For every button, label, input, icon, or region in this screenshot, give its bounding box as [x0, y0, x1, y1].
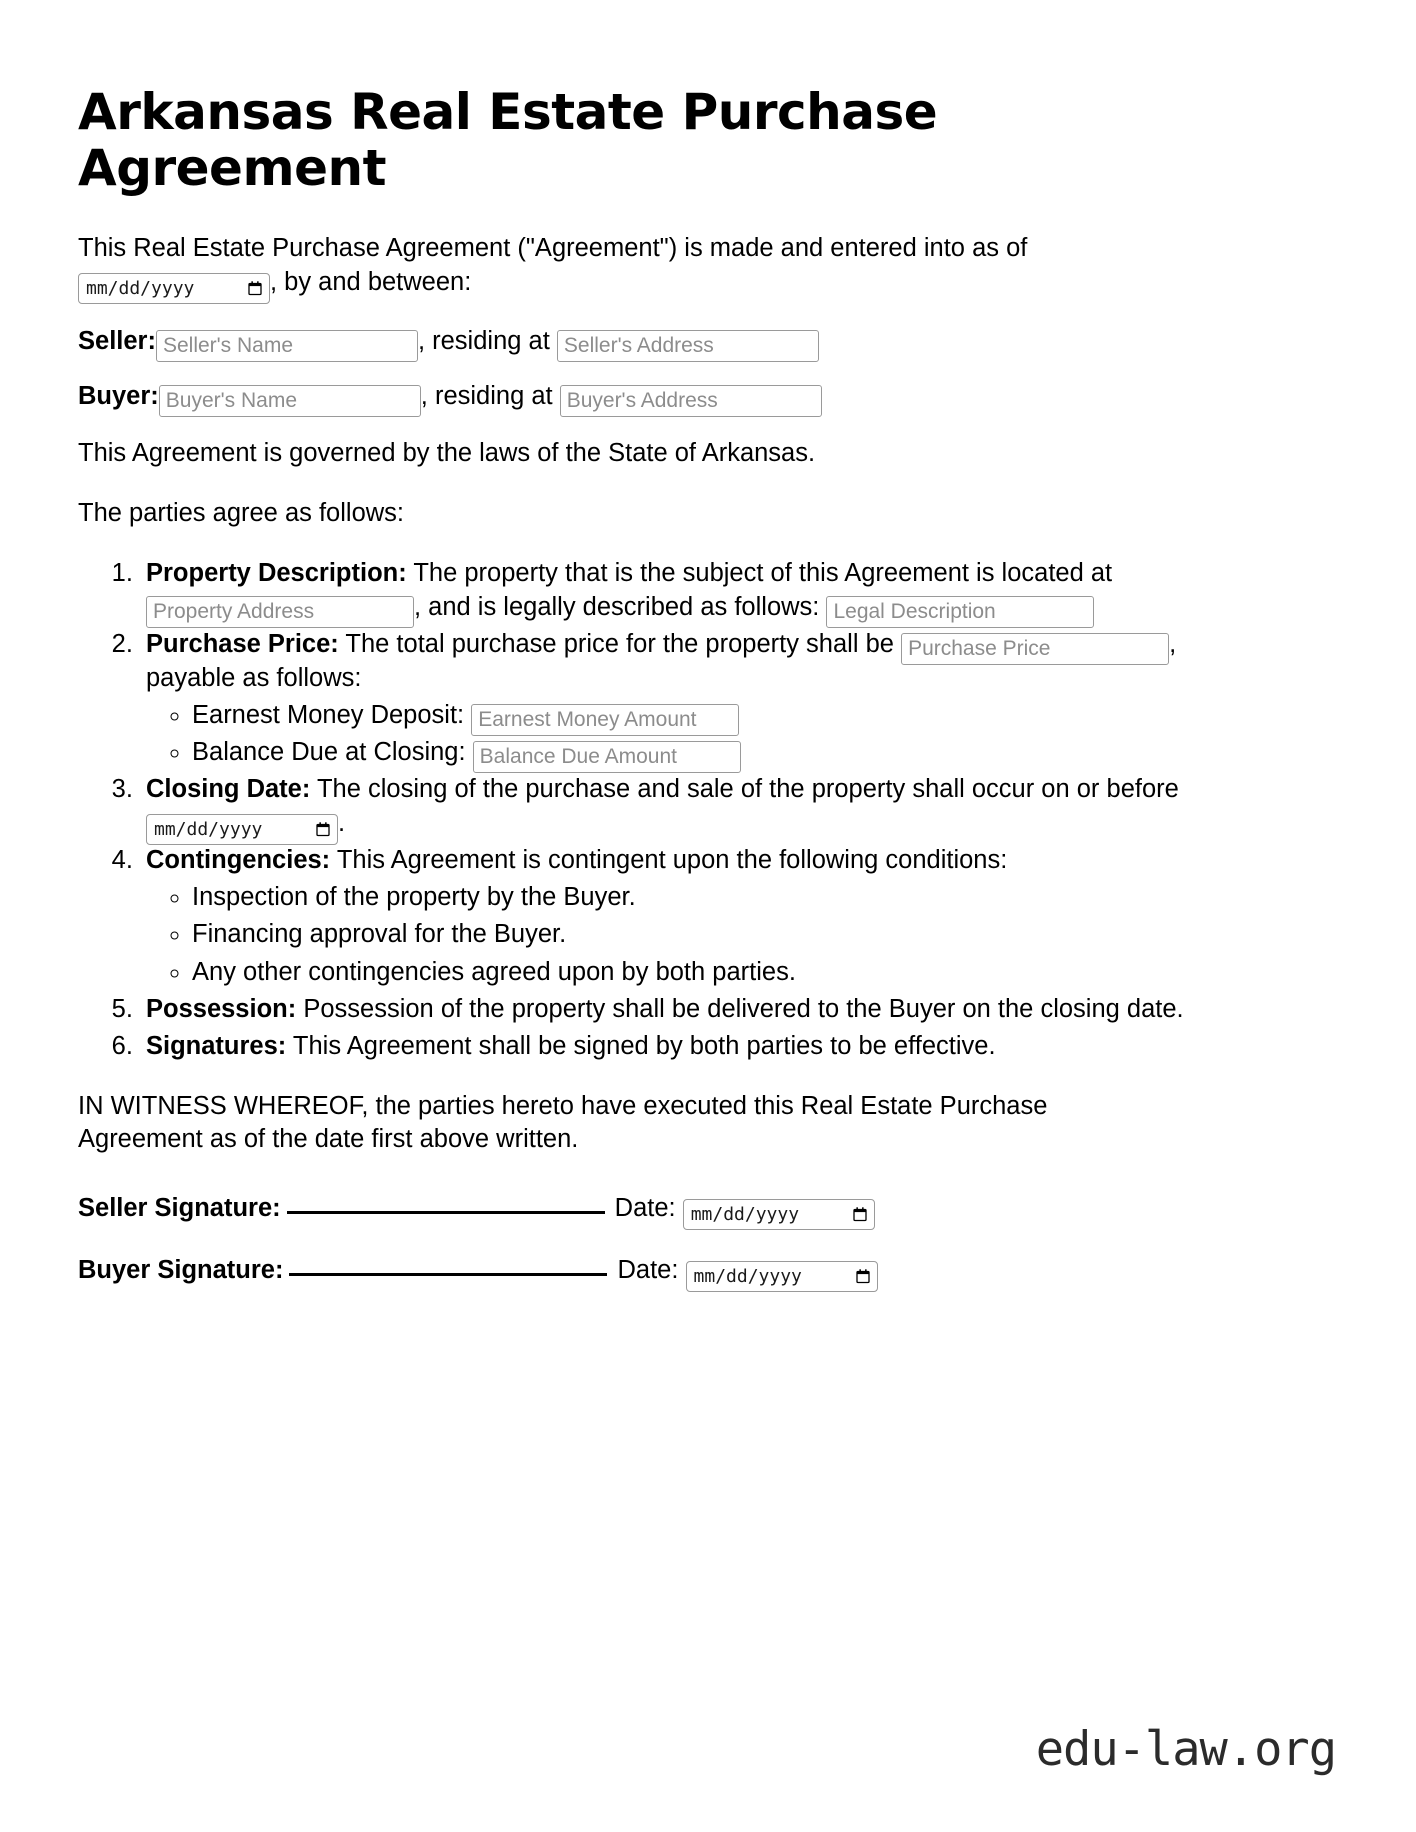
clause-text-purchase-price-1: The total purchase price for the property shall be [345, 629, 894, 658]
clause-text-possession-1: Possession of the property shall be delivered to the Buyer on the closing date. [303, 994, 1184, 1023]
clause-term-signatures: Signatures: [146, 1031, 287, 1060]
clause-text-property-description-1: The property that is the subject of this Agreement is located at [413, 558, 1113, 587]
buyer-label: Buyer: [78, 381, 159, 410]
calendar-icon [856, 1269, 870, 1284]
closing-date-input[interactable] [146, 814, 338, 845]
seller-name-input[interactable] [156, 330, 418, 362]
balance-due-label: Balance Due at Closing: [192, 737, 466, 766]
property-address-input[interactable] [146, 596, 414, 628]
buyer-signature-line[interactable] [289, 1253, 607, 1276]
clause-list [78, 557, 1326, 1064]
purchase-price-input[interactable] [901, 633, 1169, 665]
agreement-date-input[interactable] [78, 273, 270, 304]
clause-term-closing-date: Closing Date: [146, 774, 311, 803]
clause-property-description [140, 557, 1256, 625]
list-item-contingency: ◦ Financing approval for the Buyer. [192, 917, 1256, 952]
earnest-money-label: Earnest Money Deposit: [192, 700, 465, 729]
closing-date-placeholder: mm/dd/yyyy [154, 818, 263, 840]
clause-text-purchase-price-2: , payable as follows: [146, 629, 1177, 692]
list-item-balance-due [192, 735, 1256, 770]
parties-agree-paragraph: The parties agree as follows: [78, 498, 404, 527]
seller-signature-date-input[interactable] [683, 1199, 875, 1230]
buyer-signature-date-input[interactable] [686, 1261, 878, 1292]
clause-text-closing-date-1: The closing of the purchase and sale of the property shall occur on or before [316, 774, 1179, 803]
clause-possession [140, 993, 1256, 1027]
clause-text-contingencies-1: This Agreement is contingent upon the following conditions: [336, 846, 1008, 875]
balance-due-input[interactable] [473, 741, 741, 773]
footer-brand: edu-law.org [1035, 1722, 1336, 1777]
agreement-date-placeholder: mm/dd/yyyy [86, 277, 195, 299]
legal-description-input[interactable] [826, 596, 1094, 628]
intro-text-before-date: This Real Estate Purchase Agreement ("Agreement") is made and entered into as of [78, 234, 1028, 262]
seller-date-placeholder: mm/dd/yyyy [690, 1204, 800, 1226]
intro-paragraph [78, 232, 1238, 300]
seller-party-row [78, 322, 1326, 360]
buyer-signature-row [78, 1253, 1326, 1289]
seller-signature-label: Seller Signature: [78, 1194, 281, 1223]
page-title: Arkansas Real Estate Purchase Agreement [78, 83, 938, 197]
clause-text-property-description-2: , and is legally described as follows: [414, 592, 820, 621]
clause-term-contingencies: Contingencies: [146, 846, 331, 875]
seller-address-input[interactable] [557, 330, 819, 362]
clause-signatures [140, 1030, 1256, 1064]
earnest-money-input[interactable] [471, 704, 739, 736]
witness-paragraph: IN WITNESS WHEREOF, the parties hereto have executed this Real Estate Purchase Agreement as of the date first above written. [78, 1091, 1048, 1154]
list-item-contingency: ◦ Any other contingencies agreed upon by both parties. [192, 955, 1256, 990]
buyer-date-label: Date: [617, 1256, 679, 1285]
seller-label: Seller: [78, 327, 156, 356]
calendar-icon [853, 1207, 867, 1222]
clause-contingencies [140, 844, 1256, 989]
seller-signature-line[interactable] [287, 1191, 605, 1214]
buyer-name-input[interactable] [159, 385, 421, 417]
contingency-list [146, 880, 1256, 990]
clause-term-purchase-price: Purchase Price: [146, 629, 339, 658]
clause-closing-date [140, 773, 1256, 841]
clause-purchase-price [140, 628, 1256, 770]
intro-text-after-date: , by and between: [270, 267, 472, 296]
payment-breakdown-list [146, 698, 1256, 770]
seller-residing-text: , residing at [417, 327, 550, 356]
buyer-party-row [78, 377, 1326, 415]
clause-term-property-description: Property Description: [146, 558, 407, 587]
buyer-signature-label: Buyer Signature: [78, 1256, 284, 1285]
governing-law-paragraph: This Agreement is governed by the laws of the State of Arkansas. [78, 438, 816, 467]
buyer-address-input[interactable] [560, 385, 822, 417]
clause-text-signatures-1: This Agreement shall be signed by both parties to be effective. [292, 1031, 996, 1060]
seller-signature-row [78, 1191, 1326, 1227]
seller-date-label: Date: [614, 1194, 676, 1223]
list-item-contingency: ◦ Inspection of the property by the Buyer. [192, 880, 1256, 915]
list-item-earnest-money [192, 698, 1256, 733]
clause-term-possession: Possession: [146, 994, 297, 1023]
buyer-residing-text: , residing at [420, 381, 553, 410]
clause-text-closing-date-2: . [338, 808, 346, 837]
calendar-icon [316, 822, 330, 837]
buyer-date-placeholder: mm/dd/yyyy [693, 1266, 802, 1288]
calendar-icon [248, 281, 262, 296]
